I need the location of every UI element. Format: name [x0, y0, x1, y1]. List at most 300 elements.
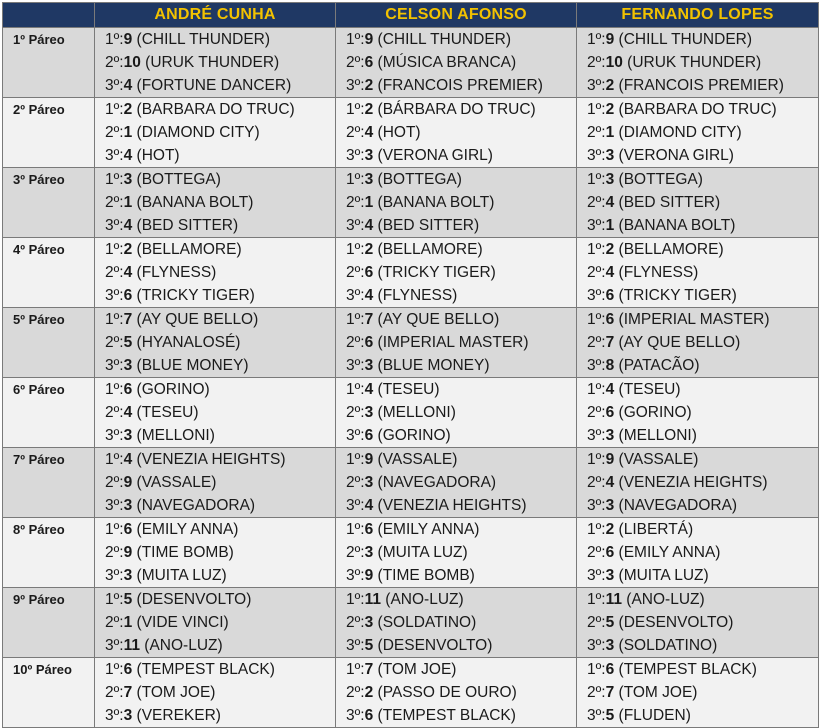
- pick-line: [346, 191, 576, 214]
- pick-horse-name: (TIME BOMB): [377, 567, 475, 584]
- pick-horse-name: (BARBARA DO TRUC): [136, 101, 295, 118]
- pick-horse-number: 1: [605, 124, 615, 141]
- pick-horse-number: 4: [123, 77, 133, 94]
- pick-horse-number: 9: [123, 544, 133, 561]
- column-header-tipster-3: FERNANDO LOPES: [577, 3, 819, 28]
- race-label: 6º Páreo: [3, 378, 95, 448]
- pick-horse-name: (PASSO DE OURO): [377, 684, 517, 701]
- pick-line: [105, 541, 335, 564]
- pick-horse-name: (DESENVOLTO): [377, 637, 493, 654]
- pick-horse-number: 5: [123, 334, 133, 351]
- pick-position: 1º:: [105, 521, 124, 538]
- pick-horse-number: 3: [364, 614, 374, 631]
- pick-position: 3º:: [346, 427, 365, 444]
- pick-horse-number: 10: [123, 54, 141, 71]
- pick-line: [346, 51, 576, 74]
- pick-horse-name: (TEMPEST BLACK): [618, 661, 757, 678]
- pick-horse-number: 4: [123, 264, 133, 281]
- pick-position: 3º:: [346, 287, 365, 304]
- pick-horse-number: 2: [605, 77, 615, 94]
- pick-horse-number: 6: [364, 54, 374, 71]
- pick-position: 3º:: [105, 287, 124, 304]
- pick-horse-name: (PATACÃO): [618, 357, 700, 374]
- pick-position: 3º:: [346, 497, 365, 514]
- pick-horse-number: 9: [364, 451, 374, 468]
- picks-cell-tipster-2: [336, 238, 577, 308]
- pick-line: [346, 28, 576, 51]
- race-row: [3, 28, 819, 98]
- race-label: 7º Páreo: [3, 448, 95, 518]
- pick-horse-name: (TESEU): [136, 404, 199, 421]
- pick-horse-number: 10: [605, 54, 623, 71]
- pick-horse-name: (VASSALE): [136, 474, 217, 491]
- pick-position: 2º:: [346, 264, 365, 281]
- pick-line: [587, 191, 818, 214]
- pick-horse-name: (TOM JOE): [618, 684, 698, 701]
- pick-horse-number: 3: [605, 147, 615, 164]
- pick-horse-number: 6: [123, 521, 133, 538]
- pick-horse-number: 2: [605, 241, 615, 258]
- pick-line: [105, 354, 335, 377]
- pick-line: [346, 541, 576, 564]
- race-row: [3, 448, 819, 518]
- pick-horse-number: 5: [364, 637, 374, 654]
- pick-horse-name: (FLUDEN): [618, 707, 691, 724]
- pick-horse-number: 4: [364, 381, 374, 398]
- pick-horse-name: (BANANA BOLT): [377, 194, 495, 211]
- pick-horse-name: (FLYNESS): [618, 264, 699, 281]
- pick-line: [105, 98, 335, 121]
- pick-horse-number: 2: [364, 684, 374, 701]
- pick-horse-number: 3: [123, 707, 133, 724]
- pick-position: 1º:: [587, 591, 606, 608]
- pick-position: 2º:: [346, 544, 365, 561]
- picks-cell-tipster-2: [336, 378, 577, 448]
- pick-horse-number: 4: [123, 217, 133, 234]
- pick-line: [346, 471, 576, 494]
- pick-line: [346, 448, 576, 471]
- pick-line: [587, 564, 818, 587]
- pick-position: 1º:: [346, 311, 365, 328]
- pick-horse-name: (ANO-LUZ): [385, 591, 464, 608]
- pick-line: [346, 611, 576, 634]
- pick-horse-name: (CHILL THUNDER): [136, 31, 271, 48]
- pick-horse-number: 3: [605, 171, 615, 188]
- pick-horse-number: 8: [605, 357, 615, 374]
- pick-position: 3º:: [346, 707, 365, 724]
- pick-position: 1º:: [587, 661, 606, 678]
- pick-line: [105, 28, 335, 51]
- pick-horse-number: 3: [364, 357, 374, 374]
- pick-horse-number: 6: [123, 381, 133, 398]
- pick-position: 1º:: [105, 381, 124, 398]
- pick-line: [346, 261, 576, 284]
- pick-horse-name: (DIAMOND CITY): [136, 124, 260, 141]
- pick-horse-name: (BANANA BOLT): [618, 217, 736, 234]
- pick-position: 3º:: [105, 427, 124, 444]
- picks-cell-tipster-3: [577, 98, 819, 168]
- race-label: 3º Páreo: [3, 168, 95, 238]
- picks-cell-tipster-2: [336, 658, 577, 728]
- pick-position: 1º:: [105, 591, 124, 608]
- pick-position: 3º:: [105, 357, 124, 374]
- pick-horse-number: 9: [123, 474, 133, 491]
- pick-line: [587, 471, 818, 494]
- pick-horse-name: (URUK THUNDER): [627, 54, 762, 71]
- race-row: [3, 168, 819, 238]
- pick-position: 2º:: [105, 404, 124, 421]
- pick-position: 1º:: [105, 31, 124, 48]
- pick-position: 3º:: [105, 637, 124, 654]
- pick-position: 2º:: [105, 334, 124, 351]
- pick-line: [346, 238, 576, 261]
- pick-horse-number: 2: [123, 101, 133, 118]
- pick-position: 3º:: [587, 427, 606, 444]
- pick-horse-name: (VASSALE): [618, 451, 699, 468]
- pick-position: 1º:: [587, 521, 606, 538]
- pick-horse-name: (BELLAMORE): [136, 241, 242, 258]
- race-row: [3, 518, 819, 588]
- pick-horse-number: 4: [364, 287, 374, 304]
- pick-horse-number: 11: [605, 591, 622, 608]
- pick-position: 1º:: [105, 171, 124, 188]
- race-label: 2º Páreo: [3, 98, 95, 168]
- pick-position: 1º:: [587, 171, 606, 188]
- pick-line: [105, 401, 335, 424]
- pick-line: [587, 518, 818, 541]
- pick-horse-name: (BANANA BOLT): [136, 194, 254, 211]
- pick-line: [587, 144, 818, 167]
- pick-position: 2º:: [587, 194, 606, 211]
- pick-line: [587, 634, 818, 657]
- pick-horse-name: (BLUE MONEY): [136, 357, 249, 374]
- pick-line: [587, 494, 818, 517]
- pick-horse-name: (TEMPEST BLACK): [136, 661, 275, 678]
- picks-cell-tipster-3: [577, 378, 819, 448]
- picks-cell-tipster-1: [95, 518, 336, 588]
- pick-line: [587, 308, 818, 331]
- pick-position: 2º:: [587, 474, 606, 491]
- pick-position: 2º:: [346, 404, 365, 421]
- pick-line: [587, 681, 818, 704]
- pick-position: 3º:: [346, 637, 365, 654]
- pick-horse-name: (ANO-LUZ): [144, 637, 223, 654]
- pick-horse-number: 2: [605, 101, 615, 118]
- pick-position: 2º:: [346, 194, 365, 211]
- pick-horse-number: 9: [605, 31, 615, 48]
- pick-horse-number: 9: [364, 31, 374, 48]
- pick-position: 2º:: [105, 194, 124, 211]
- pick-position: 1º:: [105, 241, 124, 258]
- pick-horse-number: 6: [364, 264, 374, 281]
- pick-position: 3º:: [105, 147, 124, 164]
- pick-horse-number: 1: [123, 194, 133, 211]
- picks-cell-tipster-1: [95, 238, 336, 308]
- pick-line: [105, 191, 335, 214]
- pick-horse-number: 4: [123, 451, 133, 468]
- pick-horse-name: (TESEU): [377, 381, 440, 398]
- pick-horse-number: 4: [605, 264, 615, 281]
- pick-position: 1º:: [105, 661, 124, 678]
- pick-position: 2º:: [587, 334, 606, 351]
- race-row: [3, 98, 819, 168]
- pick-line: [346, 518, 576, 541]
- pick-line: [587, 214, 818, 237]
- pick-line: [105, 121, 335, 144]
- column-header-tipster-2: CELSON AFONSO: [336, 3, 577, 28]
- pick-horse-name: (VASSALE): [377, 451, 458, 468]
- pick-position: 1º:: [346, 591, 365, 608]
- pick-horse-number: 7: [605, 334, 615, 351]
- pick-position: 2º:: [105, 54, 124, 71]
- pick-horse-name: (MELLONI): [618, 427, 697, 444]
- pick-position: 3º:: [346, 217, 365, 234]
- picks-cell-tipster-1: [95, 28, 336, 98]
- pick-horse-number: 4: [123, 147, 133, 164]
- pick-line: [105, 518, 335, 541]
- pick-position: 2º:: [105, 614, 124, 631]
- pick-horse-number: 3: [364, 404, 374, 421]
- picks-cell-tipster-1: [95, 448, 336, 518]
- picks-cell-tipster-2: [336, 588, 577, 658]
- pick-position: 3º:: [105, 77, 124, 94]
- pick-line: [587, 588, 818, 611]
- pick-position: 1º:: [346, 661, 365, 678]
- pick-line: [587, 261, 818, 284]
- pick-horse-name: (BLUE MONEY): [377, 357, 490, 374]
- pick-horse-name: (AY QUE BELLO): [136, 311, 259, 328]
- picks-cell-tipster-3: [577, 308, 819, 378]
- pick-horse-name: (AY QUE BELLO): [618, 334, 741, 351]
- pick-position: 3º:: [346, 567, 365, 584]
- pick-line: [105, 331, 335, 354]
- pick-horse-name: (HYANALOSÉ): [136, 334, 241, 351]
- pick-line: [587, 611, 818, 634]
- pick-horse-number: 3: [364, 544, 374, 561]
- pick-line: [587, 98, 818, 121]
- pick-horse-number: 6: [605, 544, 615, 561]
- pick-horse-name: (HOT): [377, 124, 421, 141]
- pick-horse-number: 4: [364, 497, 374, 514]
- pick-line: [587, 401, 818, 424]
- pick-horse-number: 6: [123, 287, 133, 304]
- picks-cell-tipster-3: [577, 518, 819, 588]
- picks-cell-tipster-1: [95, 308, 336, 378]
- race-label: 5º Páreo: [3, 308, 95, 378]
- pick-horse-name: (AY QUE BELLO): [377, 311, 500, 328]
- pick-horse-number: 4: [605, 474, 615, 491]
- pick-line: [105, 611, 335, 634]
- pick-horse-name: (VENEZIA HEIGHTS): [618, 474, 768, 491]
- pick-horse-number: 7: [605, 684, 615, 701]
- pick-position: 1º:: [587, 451, 606, 468]
- race-label: 1º Páreo: [3, 28, 95, 98]
- pick-horse-name: (BED SITTER): [618, 194, 721, 211]
- pick-horse-name: (SOLDATINO): [377, 614, 477, 631]
- pick-horse-name: (GORINO): [618, 404, 692, 421]
- pick-line: [105, 308, 335, 331]
- pick-position: 3º:: [587, 77, 606, 94]
- pick-horse-name: (BOTTEGA): [377, 171, 462, 188]
- pick-position: 2º:: [105, 474, 124, 491]
- pick-horse-name: (GORINO): [377, 427, 451, 444]
- pick-horse-name: (BELLAMORE): [377, 241, 483, 258]
- pick-horse-name: (BARBARA DO TRUC): [618, 101, 777, 118]
- pick-line: [105, 494, 335, 517]
- pick-line: [346, 121, 576, 144]
- pick-position: 2º:: [587, 264, 606, 281]
- pick-horse-name: (TRICKY TIGER): [136, 287, 255, 304]
- pick-horse-number: 5: [605, 707, 615, 724]
- pick-horse-name: (TRICKY TIGER): [377, 264, 496, 281]
- picks-cell-tipster-3: [577, 168, 819, 238]
- header-row: [3, 3, 819, 28]
- pick-line: [105, 214, 335, 237]
- pick-horse-name: (FRANCOIS PREMIER): [377, 77, 543, 94]
- pick-line: [346, 634, 576, 657]
- picks-cell-tipster-2: [336, 168, 577, 238]
- pick-horse-number: 9: [364, 567, 374, 584]
- pick-position: 3º:: [587, 357, 606, 374]
- pick-line: [346, 331, 576, 354]
- pick-horse-number: 4: [364, 217, 374, 234]
- race-label: 8º Páreo: [3, 518, 95, 588]
- pick-position: 1º:: [587, 241, 606, 258]
- pick-horse-name: (NAVEGADORA): [618, 497, 738, 514]
- pick-position: 2º:: [346, 684, 365, 701]
- pick-horse-number: 3: [123, 171, 133, 188]
- pick-horse-number: 2: [605, 521, 615, 538]
- pick-position: 1º:: [346, 101, 365, 118]
- pick-horse-name: (DIAMOND CITY): [618, 124, 742, 141]
- pick-position: 3º:: [587, 707, 606, 724]
- pick-horse-name: (ANO-LUZ): [626, 591, 705, 608]
- pick-line: [346, 378, 576, 401]
- race-row: [3, 238, 819, 308]
- pick-horse-name: (TOM JOE): [377, 661, 457, 678]
- pick-line: [105, 144, 335, 167]
- pick-line: [105, 681, 335, 704]
- pick-position: 3º:: [346, 77, 365, 94]
- pick-line: [346, 588, 576, 611]
- pick-line: [587, 28, 818, 51]
- pick-line: [587, 238, 818, 261]
- pick-position: 1º:: [587, 101, 606, 118]
- pick-horse-name: (EMILY ANNA): [136, 521, 239, 538]
- pick-horse-number: 2: [364, 241, 374, 258]
- pick-horse-name: (URUK THUNDER): [145, 54, 280, 71]
- pick-horse-name: (TIME BOMB): [136, 544, 234, 561]
- pick-line: [587, 331, 818, 354]
- pick-horse-number: 6: [364, 521, 374, 538]
- pick-horse-number: 4: [364, 124, 374, 141]
- pick-line: [346, 168, 576, 191]
- pick-line: [105, 424, 335, 447]
- pick-horse-number: 1: [364, 194, 374, 211]
- pick-position: 2º:: [346, 474, 365, 491]
- pick-line: [346, 308, 576, 331]
- pick-position: 1º:: [105, 451, 124, 468]
- pick-horse-name: (SOLDATINO): [618, 637, 718, 654]
- picks-cell-tipster-3: [577, 588, 819, 658]
- pick-horse-name: (FORTUNE DANCER): [136, 77, 292, 94]
- pick-horse-number: 6: [605, 404, 615, 421]
- pick-horse-number: 3: [123, 357, 133, 374]
- pick-line: [105, 284, 335, 307]
- picks-cell-tipster-3: [577, 238, 819, 308]
- pick-horse-name: (BED SITTER): [377, 217, 480, 234]
- pick-horse-number: 5: [123, 591, 133, 608]
- pick-horse-number: 9: [123, 31, 133, 48]
- pick-horse-name: (BÁRBARA DO TRUC): [377, 101, 536, 118]
- pick-horse-name: (VENEZIA HEIGHTS): [136, 451, 286, 468]
- pick-line: [587, 378, 818, 401]
- pick-line: [587, 658, 818, 681]
- pick-position: 2º:: [587, 614, 606, 631]
- pick-horse-name: (IMPERIAL MASTER): [377, 334, 529, 351]
- pick-horse-number: 6: [605, 311, 615, 328]
- pick-horse-name: (TRICKY TIGER): [618, 287, 737, 304]
- pick-position: 2º:: [346, 124, 365, 141]
- pick-horse-number: 7: [123, 311, 133, 328]
- race-label: 10º Páreo: [3, 658, 95, 728]
- pick-horse-name: (TOM JOE): [136, 684, 216, 701]
- pick-line: [587, 541, 818, 564]
- pick-horse-number: 2: [364, 77, 374, 94]
- pick-horse-name: (CHILL THUNDER): [377, 31, 512, 48]
- pick-line: [105, 261, 335, 284]
- pick-position: 3º:: [105, 217, 124, 234]
- pick-horse-name: (FLYNESS): [136, 264, 217, 281]
- pick-position: 2º:: [587, 404, 606, 421]
- pick-horse-number: 9: [605, 451, 615, 468]
- pick-position: 1º:: [346, 241, 365, 258]
- pick-horse-name: (EMILY ANNA): [618, 544, 721, 561]
- pick-line: [105, 564, 335, 587]
- pick-horse-name: (BOTTEGA): [136, 171, 221, 188]
- pick-horse-name: (HOT): [136, 147, 180, 164]
- pick-horse-name: (NAVEGADORA): [136, 497, 256, 514]
- pick-position: 3º:: [346, 147, 365, 164]
- pick-horse-number: 6: [364, 427, 374, 444]
- pick-line: [587, 424, 818, 447]
- pick-position: 1º:: [346, 381, 365, 398]
- pick-position: 2º:: [346, 614, 365, 631]
- pick-horse-number: 3: [364, 147, 374, 164]
- pick-line: [587, 284, 818, 307]
- picks-cell-tipster-3: [577, 658, 819, 728]
- pick-position: 1º:: [105, 101, 124, 118]
- pick-horse-number: 1: [605, 217, 615, 234]
- pick-horse-name: (TEMPEST BLACK): [377, 707, 516, 724]
- pick-line: [346, 424, 576, 447]
- pick-position: 3º:: [587, 497, 606, 514]
- column-header-tipster-1: ANDRÉ CUNHA: [95, 3, 336, 28]
- pick-line: [587, 74, 818, 97]
- pick-line: [587, 168, 818, 191]
- pick-horse-name: (GORINO): [136, 381, 210, 398]
- pick-line: [346, 494, 576, 517]
- race-row: [3, 658, 819, 728]
- pick-position: 2º:: [587, 684, 606, 701]
- picks-cell-tipster-2: [336, 518, 577, 588]
- pick-horse-name: (TESEU): [618, 381, 681, 398]
- picks-cell-tipster-3: [577, 28, 819, 98]
- pick-horse-name: (MUITA LUZ): [136, 567, 227, 584]
- pick-horse-number: 3: [605, 427, 615, 444]
- pick-position: 1º:: [587, 381, 606, 398]
- pick-horse-number: 7: [364, 661, 374, 678]
